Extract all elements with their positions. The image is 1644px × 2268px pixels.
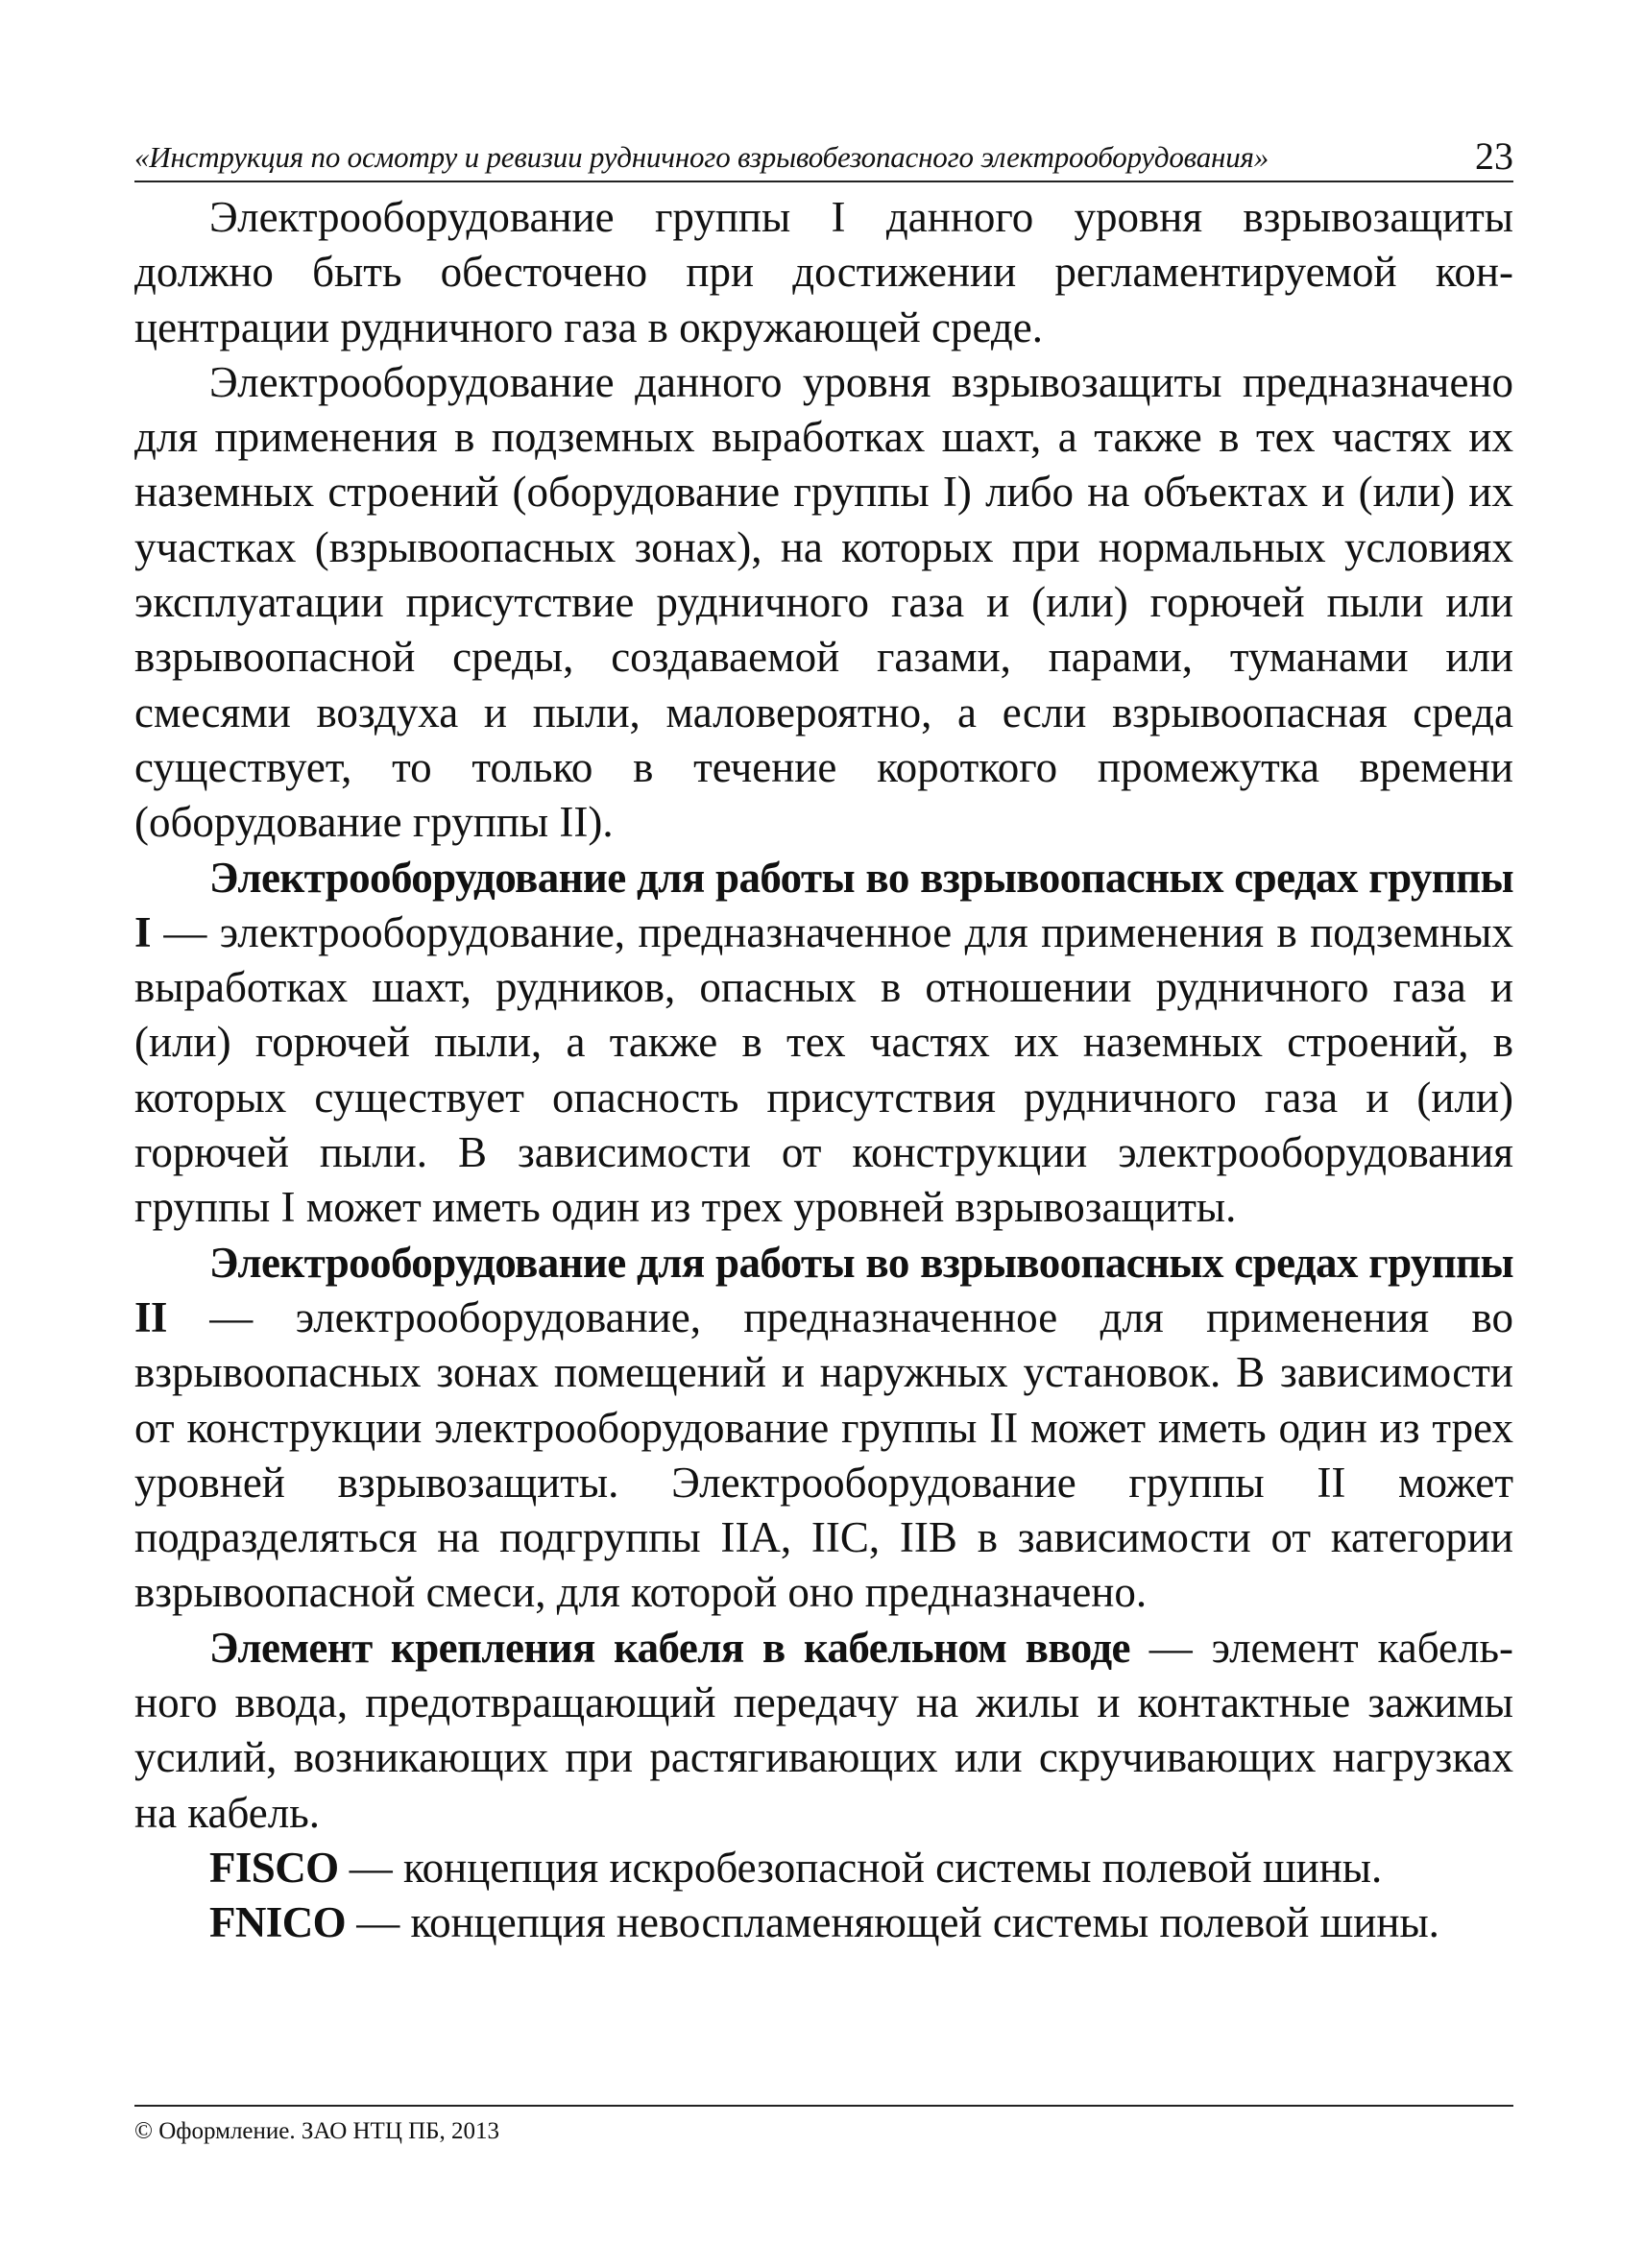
- definition-term: FISCO: [209, 1843, 339, 1892]
- paragraph-text: Электрооборудование группы I данного уровня взрывозащиты должно быть обесточено при достижении регламентируемой концентрации рудничного газа в окружающей среде.: [134, 193, 1513, 351]
- definition-term: Электрооборудование для работы во взрывоопасных средах группы II: [134, 1238, 1513, 1341]
- body-text: [134, 190, 1513, 1951]
- page-number: 23: [1475, 134, 1513, 178]
- definition-text: — концепция невоспламеняющей системы полевой шины.: [346, 1898, 1439, 1947]
- definition-text: — концепция искробезопасной системы полевой шины.: [338, 1843, 1383, 1892]
- definition-group-2: [134, 1236, 1513, 1621]
- definition-text: — электрооборудование, предназначенное для применения во взрывоопасных зонах помещений и наружных установок. В зависимости от конструкции электрооборудование группы II может иметь один из трех уровней взрывозащиты. Электрооборудование группы II может подразделяться на подгруппы IIA, IIC, IIB в зависимости от категории взрывоопасной смеси, для которой оно предназначено.: [134, 1292, 1513, 1617]
- definition-cable-fixing: [134, 1621, 1513, 1841]
- definition-fisco: [134, 1841, 1513, 1895]
- running-header: [134, 123, 1513, 182]
- definition-fnico: [134, 1895, 1513, 1950]
- definition-text: — элемент кабельного ввода, предотвращающий передачу на жилы и контактные зажимы усилий, возникающих при растягивающих или скручивающих нагрузках на кабель.: [134, 1623, 1513, 1837]
- definition-term: Элемент крепления кабеля в кабельном вводе: [209, 1623, 1130, 1672]
- header-title: «Инструкция по осмотру и ревизии рудничного взрывобезопасного электрооборудования»: [134, 140, 1269, 174]
- definition-group-1: [134, 851, 1513, 1236]
- definition-term: FNICO: [209, 1898, 346, 1947]
- paragraph-text: Электрооборудование данного уровня взрывозащиты предназначено для применения в подземных выработках шахт, а также в тех частях их наземных строений (оборудование группы I) либо на объектах и (или) их участках (взрывоопасных зонах), на которых при нормальных условиях эксплуатации присутствие рудничного газа и (или) горючей пыли или взрывоопасной среды, создаваемой газами, парами, туманами или смесями воздуха и пыли, маловероятно, а если взрывоопасная среда существует, то только в течение короткого промежутка времени (оборудование группы II).: [134, 357, 1513, 847]
- page-footer: [134, 2105, 1513, 2145]
- document-page: [134, 123, 1513, 1951]
- paragraph-2: [134, 355, 1513, 851]
- definition-text: — электрооборудование, предназначенное для применения в подземных выработках шахт, рудников, опасных в отношении рудничного газа и (или) горючей пыли, а также в тех частях их наземных строений, в которых существует опасность присутствия рудничного газа и (или) горючей пыли. В зависимости от конструкции электрооборудования группы I может иметь один из трех уровней взрывозащиты.: [134, 907, 1513, 1232]
- definition-term: Электрооборудование для работы во взрывоопасных средах группы I: [134, 853, 1513, 956]
- footer-copyright: © Оформление. ЗАО НТЦ ПБ, 2013: [134, 2118, 500, 2144]
- paragraph-1: [134, 190, 1513, 355]
